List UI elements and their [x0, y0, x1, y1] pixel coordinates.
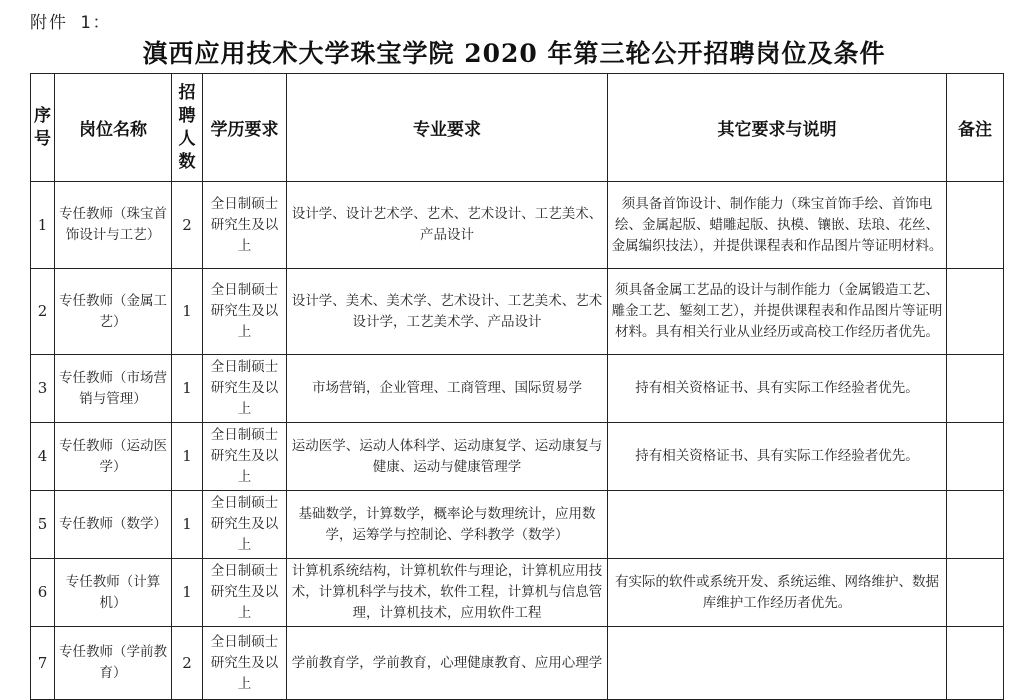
table-row — [31, 355, 1004, 423]
cell-remark — [947, 559, 1004, 627]
cell-seq: 1 — [31, 182, 55, 269]
cell-remark — [947, 491, 1004, 559]
cell-major: 市场营销，企业管理、工商管理、国际贸易学 — [287, 355, 608, 423]
cell-other: 有实际的软件或系统开发、系统运维、网络维护、数据库维护工作经历者优先。 — [608, 559, 947, 627]
cell-other: 持有相关资格证书、具有实际工作经验者优先。 — [608, 423, 947, 491]
cell-major: 学前教育学，学前教育，心理健康教育、应用心理学 — [287, 627, 608, 700]
cell-count: 1 — [172, 491, 203, 559]
table-row — [31, 627, 1004, 700]
cell-other — [608, 491, 947, 559]
cell-count: 1 — [172, 355, 203, 423]
cell-other: 须具备金属工艺品的设计与制作能力（金属锻造工艺、雕金工艺、錾刻工艺），并提供课程表和作品图片等证明材料。具有相关行业从业经历或高校工作经历者优先。 — [608, 269, 947, 355]
cell-position: 专任教师（金属工艺） — [55, 269, 172, 355]
cell-seq: 6 — [31, 559, 55, 627]
cell-seq: 5 — [31, 491, 55, 559]
table-row — [31, 423, 1004, 491]
cell-major: 设计学、美术、美术学、艺术设计、工艺美术、艺术设计学，工艺美术学、产品设计 — [287, 269, 608, 355]
cell-education: 全日制硕士研究生及以上 — [203, 423, 287, 491]
cell-other: 须具备首饰设计、制作能力（珠宝首饰手绘、首饰电绘、金属起版、蜡雕起版、执模、镶嵌、珐琅、花丝、金属编织技法），并提供课程表和作品图片等证明材料。 — [608, 182, 947, 269]
cell-position: 专任教师（珠宝首饰设计与工艺） — [55, 182, 172, 269]
table-row — [31, 269, 1004, 355]
cell-position: 专任教师（运动医学） — [55, 423, 172, 491]
header-education: 学历要求 — [203, 74, 287, 182]
header-seq: 序号 — [31, 74, 55, 182]
cell-count: 2 — [172, 627, 203, 700]
document-title: 滇西应用技术大学珠宝学院 2020 年第三轮公开招聘岗位及条件 — [142, 39, 886, 68]
cell-seq: 7 — [31, 627, 55, 700]
cell-other — [608, 627, 947, 700]
recruitment-table — [30, 73, 1004, 700]
cell-education: 全日制硕士研究生及以上 — [203, 627, 287, 700]
cell-education: 全日制硕士研究生及以上 — [203, 355, 287, 423]
cell-position: 专任教师（计算机） — [55, 559, 172, 627]
cell-seq: 4 — [31, 423, 55, 491]
cell-remark — [947, 269, 1004, 355]
cell-count: 1 — [172, 423, 203, 491]
cell-education: 全日制硕士研究生及以上 — [203, 491, 287, 559]
table-header-row — [31, 74, 1004, 182]
cell-remark — [947, 182, 1004, 269]
header-position: 岗位名称 — [55, 74, 172, 182]
table-row — [31, 182, 1004, 269]
cell-major: 计算机系统结构，计算机软件与理论，计算机应用技术，计算机科学与技术，软件工程，计算机与信息管理，计算机技术，应用软件工程 — [287, 559, 608, 627]
cell-major: 基础数学，计算数学，概率论与数理统计，应用数学，运筹学与控制论、学科教学（数学） — [287, 491, 608, 559]
attachment-label: 附件 1： — [30, 13, 112, 33]
cell-count: 1 — [172, 269, 203, 355]
cell-position: 专任教师（学前教育） — [55, 627, 172, 700]
cell-major: 设计学、设计艺术学、艺术、艺术设计、工艺美术、产品设计 — [287, 182, 608, 269]
cell-remark — [947, 627, 1004, 700]
header-remark: 备注 — [947, 74, 1004, 182]
cell-position: 专任教师（数学） — [55, 491, 172, 559]
header-major: 专业要求 — [287, 74, 608, 182]
cell-education: 全日制硕士研究生及以上 — [203, 182, 287, 269]
cell-education: 全日制硕士研究生及以上 — [203, 269, 287, 355]
cell-remark — [947, 355, 1004, 423]
cell-count: 2 — [172, 182, 203, 269]
cell-education: 全日制硕士研究生及以上 — [203, 559, 287, 627]
cell-other: 持有相关资格证书、具有实际工作经验者优先。 — [608, 355, 947, 423]
cell-seq: 2 — [31, 269, 55, 355]
cell-major: 运动医学、运动人体科学、运动康复学、运动康复与健康、运动与健康管理学 — [287, 423, 608, 491]
cell-remark — [947, 423, 1004, 491]
cell-seq: 3 — [31, 355, 55, 423]
cell-position: 专任教师（市场营销与管理） — [55, 355, 172, 423]
table-row — [31, 559, 1004, 627]
header-count: 招聘人数 — [172, 74, 203, 182]
cell-count: 1 — [172, 559, 203, 627]
header-other: 其它要求与说明 — [608, 74, 947, 182]
table-row — [31, 491, 1004, 559]
